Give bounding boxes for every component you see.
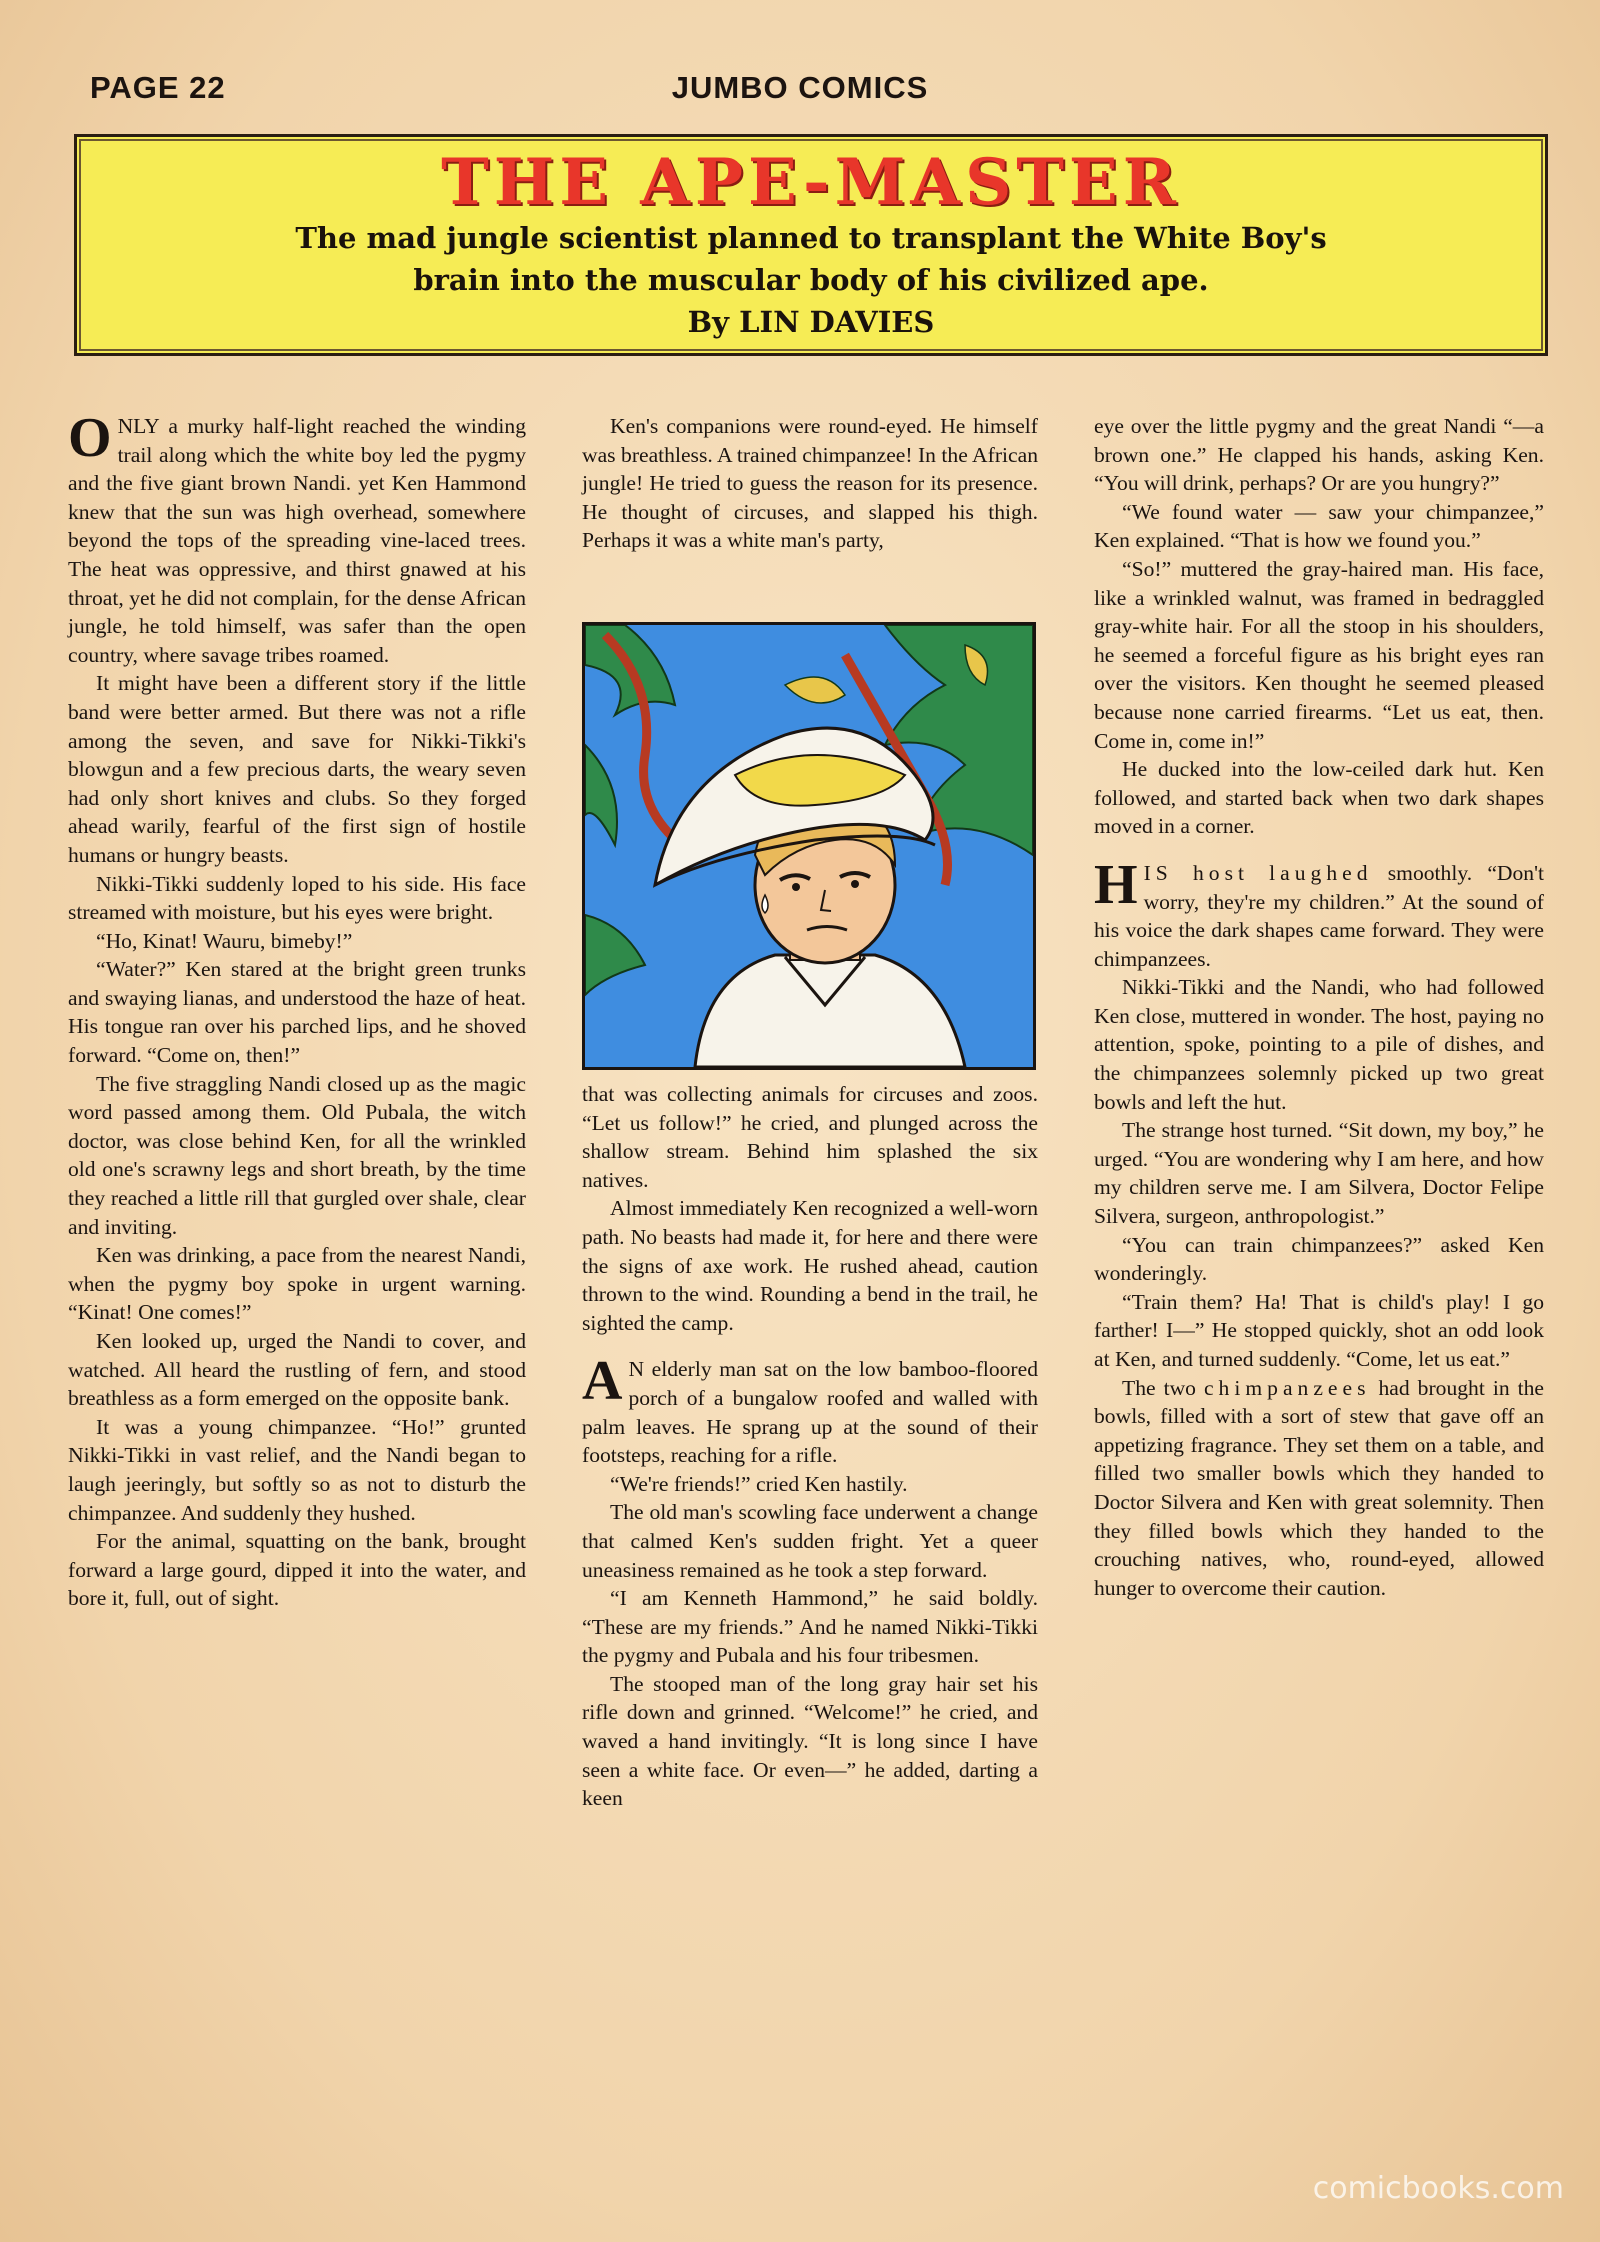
paragraph: ONLY a murky half-light reached the winding trail along which the white boy led the pygmy and the five giant brown Nandi. yet Ken Hammond knew that the sun was high overhead, somewhere beyond the tops of the spreading vine-laced trees. The heat was oppressive, and thirst gnawed at his throat, yet he did not complain, for the dense African jungle, he told himself, was safer than the open country, where savage tribes roamed. [68, 407, 526, 667]
paragraph: It was a young chimpanzee. “Ho!” grunted Nikki-Tikki in vast relief, and the Nandi began to laugh jeeringly, but softly so as not to disturb the chimpanzee. And suddenly they hushed. [68, 1414, 526, 1525]
paragraph: Nikki-Tikki and the Nandi, who had followed Ken close, muttered in wonder. The host, paying no attention, spoke, pointing to a pile of dishes, and the chimpanzees solemnly picked up two great bowls and left the hut. [1094, 975, 1544, 1114]
paragraph: “Train them? Ha! That is child's play! I go farther! I—” He stopped quickly, shot an odd look at Ken, and turned suddenly. “Come, let us eat.” [1094, 1289, 1544, 1371]
paragraph: The old man's scowling face underwent a change that calmed Ken's sudden fright. Yet a queer uneasiness remained as he took a step forward. [582, 1500, 1038, 1582]
paragraph: The stooped man of the long gray hair set his rifle down and grinned. “Welcome!” he cried, and waved a hand invitingly. “It is long since I have seen a white face. Or even—” he added, darting a keen [582, 1671, 1038, 1811]
story-subtitle [77, 217, 1545, 343]
subtitle-line-1: The mad jungle scientist planned to transplant the White Boy's [295, 221, 1327, 255]
magazine-title: JUMBO COMICS [671, 70, 929, 105]
paragraph: “Water?” Ken stared at the bright green trunks and swaying lianas, and understood the haze of heat. His tongue ran over his parched lips, and he shoved forward. “Come on, then!” [68, 957, 526, 1068]
subtitle-line-2: brain into the muscular body of his civilized ape. [413, 263, 1209, 297]
paragraph: He ducked into the low-ceiled dark hut. Ken followed, and started back when two dark shapes moved in a corner. [1094, 757, 1544, 839]
source-watermark: comicbooks.com [1312, 2171, 1564, 2206]
paragraph: “You can train chimpanzees?” asked Ken wonderingly. [1094, 1232, 1544, 1286]
paragraph: that was collecting animals for circuses and zoos. “Let us follow!” he cried, and plunged across the shallow stream. Behind him splashed the six natives. [582, 1082, 1038, 1192]
text-column-3 [1094, 412, 1544, 1602]
page-number: PAGE 22 [90, 70, 226, 105]
paragraph: The strange host turned. “Sit down, my boy,” he urged. “You are wondering why I am here, and how my children serve me. I am Silvera, Doctor Felipe Silvera, surgeon, anthropologist.” [1094, 1118, 1544, 1229]
paragraph: For the animal, squatting on the bank, brought forward a large gourd, dipped it into the water, and bore it, full, out of sight. [68, 1529, 526, 1611]
paragraph: “So!” muttered the gray-haired man. His face, like a wrinkled walnut, was framed in bedraggled gray-white hair. For all the stoop in his shoulders, he seemed a forceful figure as his bright eyes ran over the visitors. Ken thought he seemed pleased because none carried firearms. “Let us eat, then. Come in, come in!” [1094, 556, 1544, 753]
story-title: THE APE-MASTER [441, 145, 1181, 220]
paragraph: “Ho, Kinat! Wauru, bimeby!” [96, 928, 353, 953]
paragraph: HIS host laughed smoothly. “Don't worry, they're my children.” At the sound of his voice the dark shapes came forward. They were chimpanzees. [1094, 853, 1544, 971]
text-column-1 [68, 407, 526, 1613]
paragraph: “We're friends!” cried Ken hastily. [610, 1471, 908, 1496]
paragraph: Ken looked up, urged the Nandi to cover, and watched. All heard the rustling of fern, and stood breathless as a form emerged on the opposite bank. [68, 1329, 526, 1411]
paragraph: Ken's companions were round-eyed. He himself was breathless. A trained chimpanzee! In the African jungle! He tried to guess the reason for its presence. He thought of circuses, and slapped his thigh. Perhaps it was a white man's party, [582, 414, 1038, 553]
text-column-2-bottom [582, 1080, 1038, 1813]
illustration-panel [582, 622, 1036, 1070]
paragraph: Almost immediately Ken recognized a well-worn path. No beasts had made it, for here and there were the signs of axe work. He rushed ahead, caution thrown to the wind. Rounding a bend in the trail, he sighted the camp. [582, 1196, 1038, 1335]
paragraph: Ken was drinking, a pace from the nearest Nandi, when the pygmy boy spoke in urgent warning. “Kinat! One comes!” [68, 1243, 526, 1325]
drop-cap: A [582, 1350, 623, 1413]
paragraph: Nikki-Tikki suddenly loped to his side. His face streamed with moisture, but his eyes were bright. [68, 871, 526, 925]
paragraph: eye over the little pygmy and the great Nandi “—a brown one.” He clapped his hands, asking Ken. “You will drink, perhaps? Or are you hungry?” [1094, 414, 1544, 496]
paragraph: It might have been a different story if the little band were better armed. But there was not a rifle among the seven, and save for Nikki-Tikki's blowgun and a few precious darts, the weary seven had only short knives and clubs. So they forged ahead warily, fearful of the first sign of hostile humans or hungry beasts. [68, 671, 526, 867]
paragraph: The two chimpanzees had brought in the bowls, filled with a sort of stew that gave off an appetizing fragrance. They set them on a table, and filled two smaller bowls which they handed to Doctor Silvera and Ken with great solemnity. Then they filled bowls which they handed to the crouching natives, who, round-eyed, allowed hunger to overcome their caution. [1094, 1375, 1545, 1600]
paragraph: The five straggling Nandi closed up as the magic word passed among them. Old Pubala, the witch doctor, was close behind Ken, for all the wrinkled old one's scrawny legs and short breath, by the time they reached a little rill that gurgled over shale, clear and inviting. [68, 1071, 526, 1239]
story-banner [74, 134, 1548, 356]
explorer-illustration [585, 625, 1033, 1067]
paragraph: “We found water — saw your chimpanzee,” Ken explained. “That is how we found you.” [1094, 499, 1544, 553]
drop-cap: O [68, 407, 112, 469]
paragraph: “I am Kenneth Hammond,” he said boldly. “These are my friends.” And he named Nikki-Tikki the pygmy and Pubala and his four tribesmen. [582, 1586, 1038, 1668]
paragraph: A N elderly man sat on the low bamboo-floored porch of a bungalow roofed and walled with palm leaves. He sprang up at the sound of their footsteps, reaching for a rifle. [582, 1350, 1038, 1468]
drop-cap: H [1094, 853, 1138, 916]
text-column-2-top [582, 412, 1038, 555]
byline: By LIN DAVIES [687, 305, 935, 339]
